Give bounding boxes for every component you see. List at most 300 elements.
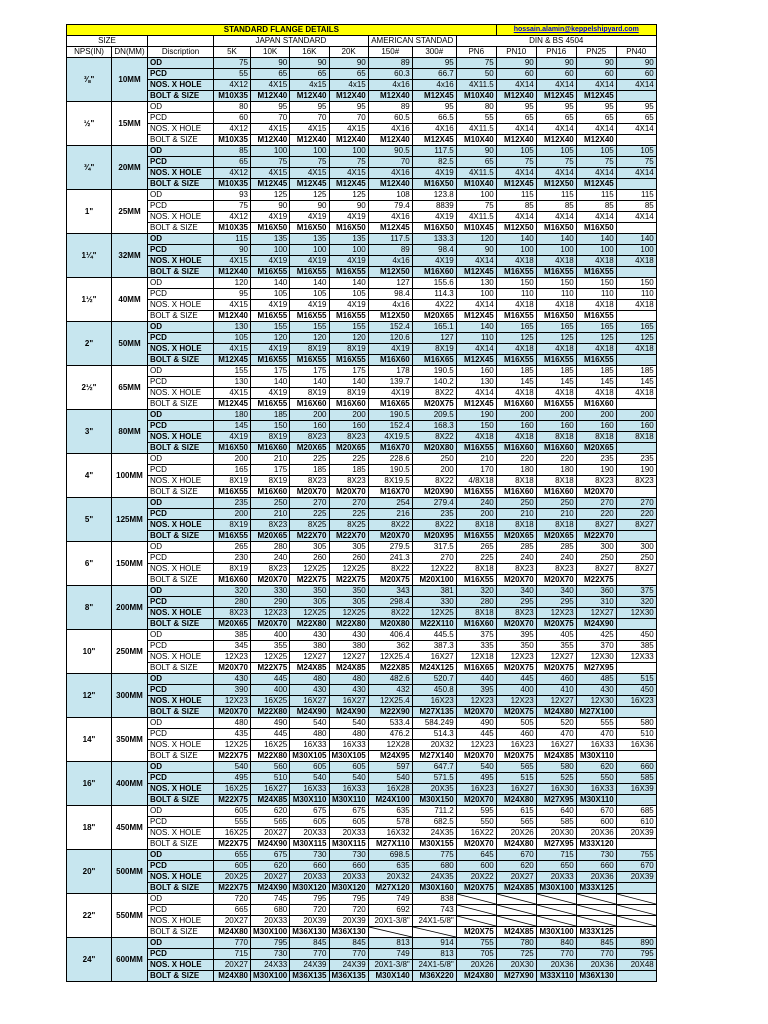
value-cell: 265: [214, 542, 251, 553]
value-cell: M27X90: [496, 971, 536, 982]
value-cell: 178: [368, 366, 412, 377]
value-cell: [616, 531, 656, 542]
value-cell: 720: [329, 905, 368, 916]
value-cell: 8X23: [214, 608, 251, 619]
value-cell: 540: [456, 762, 496, 773]
value-cell: 4X18: [616, 388, 656, 399]
value-cell: 265: [456, 542, 496, 553]
table-row: [67, 696, 657, 707]
value-cell: 165: [496, 322, 536, 333]
value-cell: M12X45: [496, 179, 536, 190]
value-cell: M12X45: [456, 399, 496, 410]
value-cell: 175: [329, 366, 368, 377]
value-cell: 4X18: [496, 300, 536, 311]
value-cell: 75: [616, 157, 656, 168]
value-cell: M20X70: [496, 575, 536, 586]
value-cell: 480: [329, 729, 368, 740]
value-cell: 565: [496, 817, 536, 828]
value-cell: 8X18: [496, 476, 536, 487]
value-cell: 730: [290, 850, 329, 861]
value-cell: M10X35: [214, 179, 251, 190]
table-row: [67, 234, 657, 245]
value-cell: 8X18: [536, 432, 576, 443]
value-cell: [576, 894, 616, 905]
value-cell: [616, 223, 656, 234]
value-cell: 605: [329, 817, 368, 828]
table-row: [67, 333, 657, 344]
table-row: [67, 289, 657, 300]
table-row: [67, 476, 657, 487]
value-cell: 360: [576, 586, 616, 597]
value-cell: 100: [290, 146, 329, 157]
value-cell: 4X14: [496, 80, 536, 91]
value-cell: 620: [576, 762, 616, 773]
value-cell: M22X75: [290, 575, 329, 586]
value-cell: 4X19: [368, 344, 412, 355]
value-cell: M22X75: [214, 751, 251, 762]
value-cell: 16X23: [412, 696, 456, 707]
nps-cell: 14": [67, 718, 112, 762]
email-link[interactable]: hossain.alamin@keppelshipyard.com: [496, 25, 656, 36]
table-row: [67, 256, 657, 267]
table-row: [67, 817, 657, 828]
table-row: [67, 916, 657, 927]
value-cell: 370: [576, 641, 616, 652]
value-cell: M20X65: [412, 311, 456, 322]
table-row: [67, 806, 657, 817]
value-cell: 4X19: [368, 388, 412, 399]
row-label: NOS. X HOLE: [148, 608, 214, 619]
value-cell: 381: [412, 586, 456, 597]
value-cell: M20X90: [412, 487, 456, 498]
value-cell: M12X40: [368, 179, 412, 190]
dn-cell: 65MM: [112, 366, 148, 410]
value-cell: 60: [536, 69, 576, 80]
table-row: [67, 201, 657, 212]
value-cell: 75: [251, 157, 290, 168]
value-cell: 185: [251, 410, 290, 421]
value-cell: 16X27: [329, 696, 368, 707]
value-cell: 16X25: [214, 828, 251, 839]
value-cell: M27X95: [536, 839, 576, 850]
value-cell: 4X19.5: [368, 432, 412, 443]
value-cell: 125: [329, 190, 368, 201]
value-cell: 460: [536, 674, 576, 685]
nps-cell: ¾": [67, 146, 112, 190]
value-cell: [456, 916, 496, 927]
value-cell: 460: [496, 729, 536, 740]
value-cell: M22X75: [576, 575, 616, 586]
value-cell: M20X70: [290, 487, 329, 498]
value-cell: M16X60: [536, 443, 576, 454]
value-cell: 8X22: [412, 388, 456, 399]
row-label: NOS. X HOLE: [148, 388, 214, 399]
nps-cell: 12": [67, 674, 112, 718]
group-header-din: DIN & BS 4504: [456, 36, 656, 47]
value-cell: 8X23: [536, 564, 576, 575]
value-cell: M16X55: [329, 355, 368, 366]
row-label: NOS. X HOLE: [148, 300, 214, 311]
value-cell: 210: [496, 509, 536, 520]
table-row: [67, 212, 657, 223]
value-cell: 770: [290, 949, 329, 960]
value-cell: 4X19: [290, 212, 329, 223]
value-cell: 250: [496, 498, 536, 509]
value-cell: M20X65: [251, 531, 290, 542]
value-cell: 795: [329, 894, 368, 905]
value-cell: 270: [616, 498, 656, 509]
value-cell: M16X60: [368, 355, 412, 366]
value-cell: 585: [616, 773, 656, 784]
row-label: BOLT & SIZE: [148, 883, 214, 894]
value-cell: 770: [214, 938, 251, 949]
value-cell: 140: [251, 278, 290, 289]
value-cell: M16X55: [290, 267, 329, 278]
value-cell: 20X1-3/8": [368, 916, 412, 927]
value-cell: 150: [576, 278, 616, 289]
row-label: PCD: [148, 465, 214, 476]
value-cell: 8X27: [576, 564, 616, 575]
row-label: OD: [148, 630, 214, 641]
value-cell: 12X27: [536, 652, 576, 663]
value-cell: 16X27: [251, 784, 290, 795]
row-label: BOLT & SIZE: [148, 971, 214, 982]
value-cell: 445: [496, 674, 536, 685]
value-cell: 580: [616, 718, 656, 729]
table-row: [67, 278, 657, 289]
value-cell: 4X19: [412, 212, 456, 223]
value-cell: 485: [576, 674, 616, 685]
value-cell: 8X18: [496, 520, 536, 531]
nps-cell: 1¼": [67, 234, 112, 278]
value-cell: 4X18: [536, 388, 576, 399]
value-cell: 145: [576, 377, 616, 388]
value-cell: 8X23: [496, 608, 536, 619]
value-cell: 105: [536, 146, 576, 157]
value-cell: 285: [536, 542, 576, 553]
table-row: [67, 157, 657, 168]
value-cell: 730: [251, 949, 290, 960]
value-cell: 280: [214, 597, 251, 608]
value-cell: 8X22: [368, 608, 412, 619]
value-cell: 845: [329, 938, 368, 949]
value-cell: M12X40: [576, 135, 616, 146]
row-label: OD: [148, 498, 214, 509]
value-cell: 343: [368, 586, 412, 597]
value-cell: 749: [368, 949, 412, 960]
value-cell: 120: [290, 333, 329, 344]
nps-cell: 3": [67, 410, 112, 454]
value-cell: 8X18: [456, 564, 496, 575]
value-cell: 20X39: [616, 872, 656, 883]
value-cell: 12X25: [290, 564, 329, 575]
value-cell: 8X23: [290, 476, 329, 487]
row-label: NOS. X HOLE: [148, 212, 214, 223]
value-cell: 230: [214, 553, 251, 564]
value-cell: [616, 839, 656, 850]
value-cell: M36X135: [290, 971, 329, 982]
value-cell: 480: [329, 674, 368, 685]
value-cell: M36X135: [329, 971, 368, 982]
value-cell: [456, 905, 496, 916]
value-cell: 620: [496, 861, 536, 872]
row-label: OD: [148, 586, 214, 597]
value-cell: 8X22: [368, 520, 412, 531]
value-cell: M20X75: [496, 663, 536, 674]
value-cell: 749: [368, 894, 412, 905]
value-cell: 270: [329, 498, 368, 509]
value-cell: [496, 916, 536, 927]
value-cell: M16X60: [496, 487, 536, 498]
nps-cell: 16": [67, 762, 112, 806]
value-cell: 80: [456, 102, 496, 113]
value-cell: [616, 751, 656, 762]
value-cell: M12X40: [214, 267, 251, 278]
value-cell: 210: [251, 509, 290, 520]
value-cell: 12X25: [329, 608, 368, 619]
value-cell: M16X55: [456, 443, 496, 454]
value-cell: 4X18: [536, 256, 576, 267]
table-row: [67, 619, 657, 630]
value-cell: M30X110: [576, 751, 616, 762]
value-cell: 405: [536, 630, 576, 641]
value-cell: M20X70: [496, 619, 536, 630]
value-cell: 685: [616, 806, 656, 817]
value-cell: 4X14: [456, 388, 496, 399]
value-cell: 95: [496, 102, 536, 113]
value-cell: 4X16: [368, 168, 412, 179]
value-cell: 55: [456, 113, 496, 124]
value-cell: M16X55: [251, 311, 290, 322]
value-cell: [496, 894, 536, 905]
value-cell: 395: [456, 685, 496, 696]
value-cell: 225: [456, 553, 496, 564]
row-label: PCD: [148, 113, 214, 124]
row-label: PCD: [148, 421, 214, 432]
value-cell: 125: [290, 190, 329, 201]
value-cell: M16X65: [456, 663, 496, 674]
value-cell: 730: [329, 850, 368, 861]
value-cell: 90: [456, 146, 496, 157]
table-row: [67, 828, 657, 839]
value-cell: 385: [214, 630, 251, 641]
value-cell: 305: [290, 597, 329, 608]
value-cell: 20X30: [536, 828, 576, 839]
value-cell: M33X110: [536, 971, 576, 982]
table-row: [67, 729, 657, 740]
value-cell: 160: [616, 421, 656, 432]
value-cell: 4X14: [536, 168, 576, 179]
dn-cell: 350MM: [112, 718, 148, 762]
value-cell: 16X27: [290, 696, 329, 707]
value-cell: 117.5: [412, 146, 456, 157]
value-cell: 8X19: [214, 520, 251, 531]
blank-header: [148, 36, 214, 47]
table-row: [67, 91, 657, 102]
column-header-10k: 10K: [251, 47, 290, 58]
value-cell: 75: [536, 157, 576, 168]
value-cell: 430: [214, 674, 251, 685]
table-row: [67, 652, 657, 663]
value-cell: M24X80: [214, 971, 251, 982]
value-cell: 225: [290, 454, 329, 465]
value-cell: [576, 905, 616, 916]
value-cell: M16X50: [290, 223, 329, 234]
value-cell: 135: [251, 234, 290, 245]
value-cell: 16X27: [496, 784, 536, 795]
value-cell: 24X39: [290, 960, 329, 971]
value-cell: 16X33: [576, 740, 616, 751]
value-cell: M16X60: [576, 399, 616, 410]
value-cell: 514.3: [412, 729, 456, 740]
value-cell: 430: [329, 685, 368, 696]
value-cell: 4X15: [329, 124, 368, 135]
value-cell: 4X11.5: [456, 212, 496, 223]
row-label: NOS. X HOLE: [148, 168, 214, 179]
page-title: STANDARD FLANGE DETAILS: [67, 25, 497, 36]
value-cell: 8X27: [576, 520, 616, 531]
value-cell: 105: [576, 146, 616, 157]
value-cell: 24X39: [329, 960, 368, 971]
value-cell: 185: [329, 465, 368, 476]
value-cell: 90: [251, 58, 290, 69]
value-cell: 320: [456, 586, 496, 597]
value-cell: 200: [616, 410, 656, 421]
value-cell: M20X70: [214, 663, 251, 674]
nps-cell: 22": [67, 894, 112, 938]
value-cell: 550: [456, 817, 496, 828]
value-cell: 16X33: [290, 784, 329, 795]
value-cell: 565: [496, 762, 536, 773]
value-cell: M12X50: [368, 267, 412, 278]
value-cell: 660: [290, 861, 329, 872]
value-cell: 16X36: [616, 740, 656, 751]
value-cell: M20X75: [456, 883, 496, 894]
value-cell: 380: [329, 641, 368, 652]
value-cell: 89: [368, 102, 412, 113]
row-label: BOLT & SIZE: [148, 795, 214, 806]
value-cell: 387.3: [412, 641, 456, 652]
value-cell: 675: [329, 806, 368, 817]
table-row: [67, 520, 657, 531]
dn-cell: 15MM: [112, 102, 148, 146]
row-label: BOLT & SIZE: [148, 839, 214, 850]
row-label: OD: [148, 850, 214, 861]
value-cell: 305: [329, 597, 368, 608]
value-cell: 65: [214, 157, 251, 168]
value-cell: [616, 487, 656, 498]
value-cell: 12X25.4: [368, 696, 412, 707]
value-cell: 250: [412, 454, 456, 465]
value-cell: 20X33: [536, 872, 576, 883]
value-cell: 406.4: [368, 630, 412, 641]
value-cell: 235: [214, 498, 251, 509]
value-cell: 4X15: [214, 300, 251, 311]
value-cell: M24X85: [496, 883, 536, 894]
value-cell: 165: [576, 322, 616, 333]
value-cell: M20X75: [536, 663, 576, 674]
nps-cell: 5": [67, 498, 112, 542]
value-cell: 200: [329, 410, 368, 421]
value-cell: 4X18: [616, 256, 656, 267]
value-cell: 4X14: [616, 80, 656, 91]
row-label: NOS. X HOLE: [148, 828, 214, 839]
value-cell: 65: [251, 69, 290, 80]
value-cell: 180: [536, 465, 576, 476]
row-label: BOLT & SIZE: [148, 751, 214, 762]
table-row: [67, 938, 657, 949]
table-row: [67, 839, 657, 850]
value-cell: M20X75: [536, 619, 576, 630]
value-cell: 4X18: [496, 388, 536, 399]
value-cell: 100: [251, 245, 290, 256]
row-label: NOS. X HOLE: [148, 564, 214, 575]
value-cell: 95: [329, 102, 368, 113]
value-cell: 190: [576, 465, 616, 476]
value-cell: 20X39: [329, 916, 368, 927]
value-cell: M16X55: [251, 267, 290, 278]
value-cell: 845: [576, 938, 616, 949]
value-cell: 20X36: [576, 828, 616, 839]
value-cell: M12X40: [251, 91, 290, 102]
row-label: NOS. X HOLE: [148, 872, 214, 883]
value-cell: 12X18: [456, 652, 496, 663]
value-cell: 165: [214, 465, 251, 476]
value-cell: 65: [576, 113, 616, 124]
value-cell: 540: [290, 773, 329, 784]
value-cell: 8X22: [412, 520, 456, 531]
value-cell: 4X11.5: [456, 80, 496, 91]
value-cell: 130: [214, 322, 251, 333]
value-cell: M16X55: [576, 311, 616, 322]
value-cell: 89: [368, 245, 412, 256]
value-cell: 140: [496, 234, 536, 245]
size-header: SIZE: [67, 36, 148, 47]
value-cell: 692: [368, 905, 412, 916]
value-cell: M30X110: [329, 795, 368, 806]
value-cell: M16X50: [576, 223, 616, 234]
value-cell: M30X120: [329, 883, 368, 894]
value-cell: 682.5: [412, 817, 456, 828]
value-cell: 20X25: [214, 872, 251, 883]
value-cell: 12X28: [368, 740, 412, 751]
value-cell: M27X95: [576, 663, 616, 674]
value-cell: 4X19: [412, 168, 456, 179]
title-row: [67, 25, 657, 36]
value-cell: M36X130: [290, 927, 329, 938]
value-cell: 605: [329, 762, 368, 773]
value-cell: 70: [251, 113, 290, 124]
table-row: [67, 102, 657, 113]
value-cell: M16X50: [214, 443, 251, 454]
value-cell: 584.249: [412, 718, 456, 729]
value-cell: 8X18: [536, 476, 576, 487]
value-cell: 295: [496, 597, 536, 608]
value-cell: 8X23: [290, 432, 329, 443]
dn-cell: 200MM: [112, 586, 148, 630]
value-cell: M16X55: [496, 311, 536, 322]
value-cell: 16X33: [290, 740, 329, 751]
value-cell: 350: [329, 586, 368, 597]
value-cell: M16X50: [412, 223, 456, 234]
value-cell: 8X25: [290, 520, 329, 531]
row-label: BOLT & SIZE: [148, 707, 214, 718]
value-cell: 65: [290, 69, 329, 80]
flange-sheet: [66, 24, 657, 982]
value-cell: 20X33: [329, 872, 368, 883]
value-cell: 60.3: [368, 69, 412, 80]
row-label: PCD: [148, 905, 214, 916]
